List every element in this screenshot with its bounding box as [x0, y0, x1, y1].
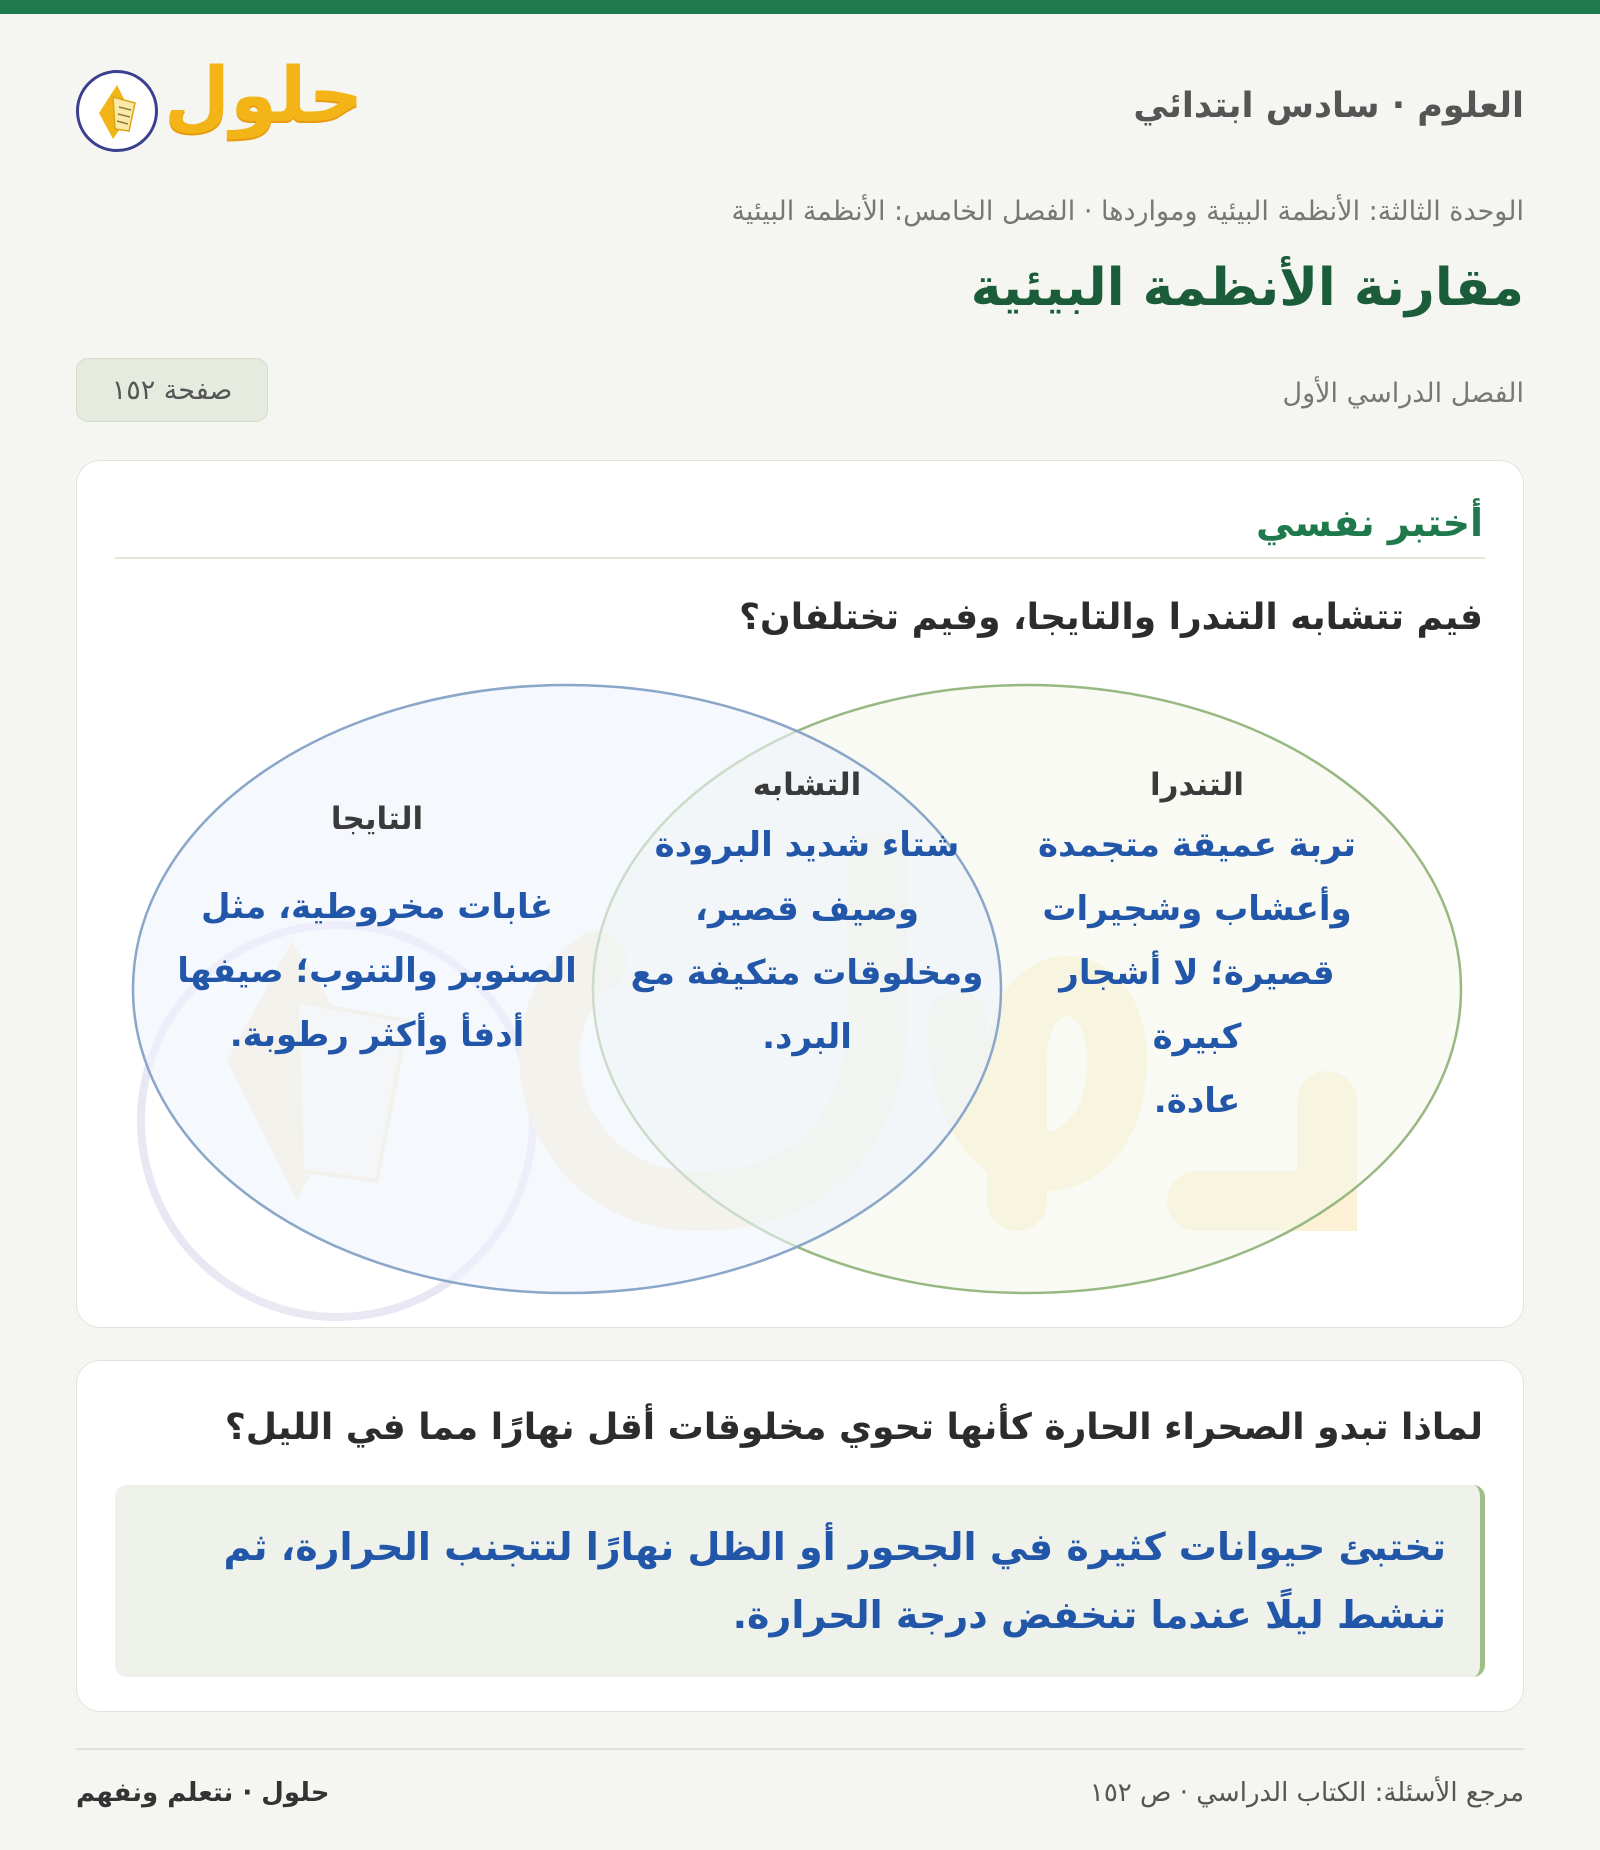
self-test-card [76, 460, 1524, 1328]
semester-label: الفصل الدراسي الأول [1282, 378, 1524, 409]
answer-line: تنشط ليلًا عندما تنخفض درجة الحرارة. [732, 1593, 1446, 1637]
footer-reference: مرجع الأسئلة: الكتاب الدراسي · ص ١٥٢ [1089, 1778, 1524, 1808]
hulul-logo[interactable] [76, 50, 364, 156]
logo-wordmark: حلول [164, 50, 364, 139]
breadcrumb: الوحدة الثالثة: الأنظمة البيئية ومواردها · الفصل الخامس: الأنظمة البيئية [731, 196, 1524, 227]
logo-book-icon [76, 70, 158, 152]
top-accent-bar [0, 0, 1600, 14]
question-desert: لماذا تبدو الصحراء الحارة كأنها تحوي مخلوقات أقل نهارًا مما في الليل؟ [224, 1407, 1483, 1448]
footer-divider [76, 1748, 1524, 1750]
taiga-description [167, 875, 587, 1067]
answer-box [115, 1485, 1485, 1677]
section-title: أختبر نفسي [1255, 501, 1483, 545]
page-header [76, 50, 1524, 156]
tundra-description [1027, 813, 1367, 1133]
similarity-line: شتاء شديد البرودة [654, 825, 960, 865]
tundra-line: عادة. [1153, 1081, 1241, 1121]
question-venn: فيم تتشابه التندرا والتايجا، وفيم تختلفان؟ [739, 597, 1483, 638]
tundra-line: وأعشاب وشجيرات [1042, 889, 1352, 929]
subject-label: العلوم · سادس ابتدائي [1133, 86, 1524, 126]
footer-brand: حلول · نتعلم ونفهم [76, 1778, 330, 1808]
desert-question-card [76, 1360, 1524, 1712]
section-divider [115, 557, 1485, 559]
taiga-line: غابات مخروطية، مثل [201, 887, 553, 927]
page-number-badge: صفحة ١٥٢ [76, 358, 268, 422]
tundra-line: قصيرة؛ لا أشجار كبيرة [1059, 953, 1335, 1057]
page-title: مقارنة الأنظمة البيئية [970, 258, 1524, 318]
taiga-title: التايجا [330, 801, 424, 837]
taiga-line: أدفأ وأكثر رطوبة. [229, 1015, 525, 1055]
tundra-title: التندرا [1150, 767, 1244, 803]
similarity-title: التشابه [752, 767, 862, 803]
tundra-line: تربة عميقة متجمدة [1038, 825, 1356, 865]
similarity-line: البرد. [762, 1017, 852, 1057]
answer-text [149, 1513, 1446, 1649]
similarity-description [623, 813, 991, 1069]
similarity-line: وصيف قصير، [695, 889, 919, 929]
answer-line: تختبئ حيوانات كثيرة في الجحور أو الظل نهارًا لتتجنب الحرارة، ثم [223, 1525, 1446, 1569]
taiga-line: الصنوبر والتنوب؛ صيفها [177, 951, 577, 991]
similarity-line: ومخلوقات متكيفة مع [630, 953, 984, 993]
